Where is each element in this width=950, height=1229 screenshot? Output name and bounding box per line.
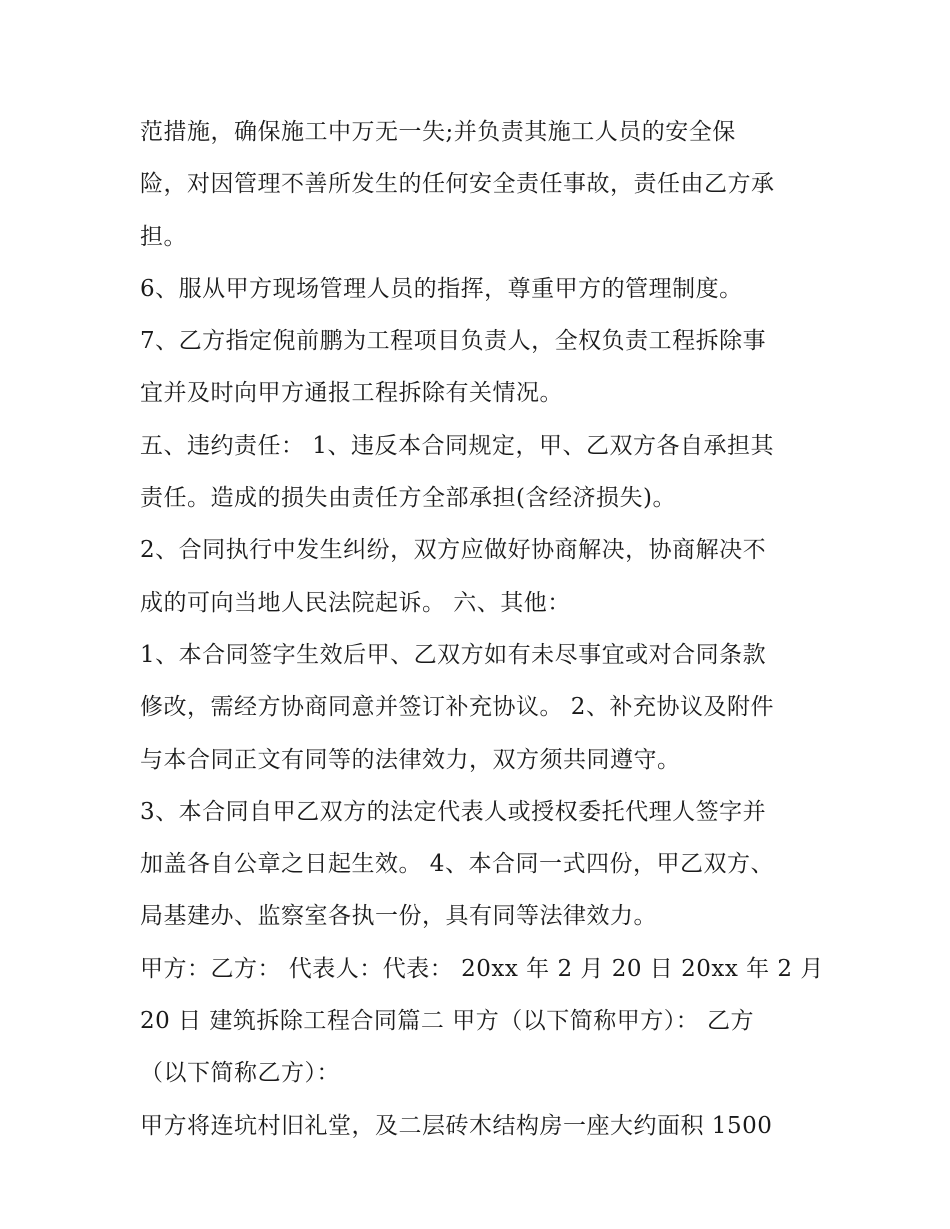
text-line: 险，对因管理不善所发生的任何安全责任事故，责任由乙方承 [140,171,775,198]
text-line: 7、乙方指定倪前鹏为工程项目负责人，全权负责工程拆除事 [140,328,767,355]
text-line: 担。 [140,223,187,250]
text-line: 20 日 建筑拆除工程合同篇二 甲方（以下简称甲方）： 乙方 [140,1008,755,1035]
text-line: 五、违约责任： 1、违反本合同规定，甲、乙双方各自承担其 [140,432,774,459]
text-line: 宜并及时向甲方通报工程拆除有关情况。 [140,380,563,407]
text-line: 范措施，确保施工中万无一失;并负责其施工人员的安全保 [140,119,736,145]
text-line: 局基建办、监察室各执一份，具有同等法律效力。 [140,903,657,930]
text-line: 加盖各自公章之日起生效。 4、本合同一式四份，甲乙双方、 [140,851,774,878]
text-line: 与本合同正文有同等的法律效力，双方须共同遵守。 [140,746,681,773]
text-line: 责任。造成的损失由责任方全部承担(含经济损失)。 [140,485,676,512]
text-line: 6、服从甲方现场管理人员的指挥，尊重甲方的管理制度。 [140,275,743,302]
text-line: 成的可向当地人民法院起诉。 六、其他： [140,589,571,616]
contract-body-text [140,106,824,1152]
text-line: 2、合同执行中发生纠纷，双方应做好协商解决，协商解决不 [140,537,767,564]
text-line: （以下简称乙方）： [140,1060,340,1087]
text-line: 修改，需经方协商同意并签订补充协议。 2、补充协议及附件 [140,694,774,721]
text-line: 甲方将连坑村旧礼堂，及二层砖木结构房一座大约面积 1500 [140,1112,773,1139]
text-line: 1、本合同签字生效后甲、乙双方如有未尽事宜或对合同条款 [140,641,767,668]
text-line: 甲方：乙方： 代表人：代表： 20xx 年 2 月 20 日 20xx 年 2 月 [140,955,824,982]
text-line: 3、本合同自甲乙双方的法定代表人或授权委托代理人签字并 [140,798,767,825]
